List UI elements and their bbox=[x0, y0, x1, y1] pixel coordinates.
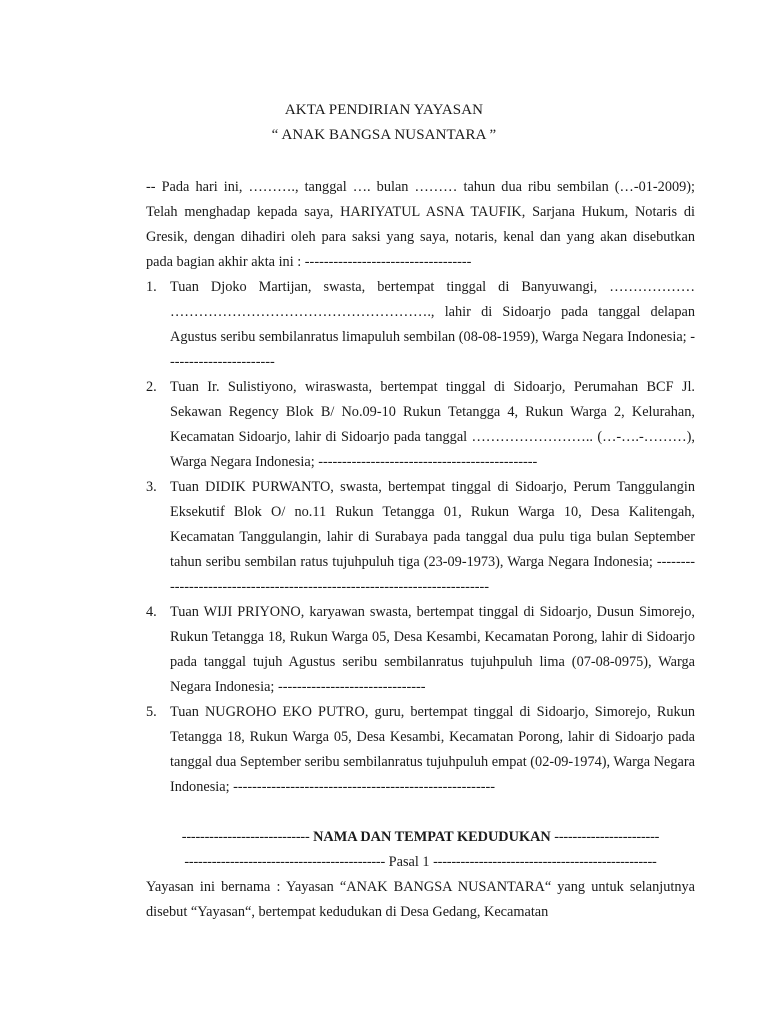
article-1-paragraph: Yayasan ini bernama : Yayasan “ANAK BANGSA NUSANTARA“ yang untuk selanjutnya disebut “Yayasan“, bertempat kedudukan di Desa Gedang, Kecamatan bbox=[146, 879, 695, 920]
party-number: 4. bbox=[146, 604, 157, 620]
section-title: NAMA DAN TEMPAT KEDUDUKAN bbox=[313, 829, 551, 845]
foundation-name-title: “ ANAK BANGSA NUSANTARA ” bbox=[271, 127, 497, 143]
article-prefix-dashes: -------------------------------------------- bbox=[184, 854, 386, 870]
party-number: 5. bbox=[146, 704, 157, 720]
party-number: 2. bbox=[146, 379, 157, 395]
party-text: Tuan Djoko Martijan, swasta, bertempat tinggal di Banyuwangi, ……………… ………………………………………………., lahir di Sidoarjo pada tanggal delapan Agustus seribu sembilanratus limapuluh sembilan (08-08-1959), Warga Negara Indonesia; ----------------------- bbox=[170, 279, 695, 370]
party-text: Tuan WIJI PRIYONO, karyawan swasta, bertempat tinggal di Sidoarjo, Dusun Simorejo, Rukun Tetangga 18, Rukun Warga 05, Desa Kesambi, Kecamatan Porong, lahir di Sidoarjo pada tanggal tujuh Agustus seribu sembilanratus tujuhpuluh lima (07-08-0975), Warga Negara Indonesia; ------------------------------- bbox=[170, 604, 695, 695]
party-text: Tuan Ir. Sulistiyono, wiraswasta, bertempat tinggal di Sidoarjo, Perumahan BCF Jl. Sekawan Regency Blok B/ No.09-10 Rukun Tetangga 4, Rukun Warga 2, Kelurahan, Kecamatan Sidoarjo, lahir di Sidoarjo pada tanggal …………………….. (…-….-………), Warga Negara Indonesia; ---------------------------------------------- bbox=[170, 379, 695, 470]
party-text: Tuan NUGROHO EKO PUTRO, guru, bertempat tinggal di Sidoarjo, Simorejo, Rukun Tetangga 18, Rukun Warga 05, Desa Kesambi, Kecamatan Porong, lahir di Sidoarjo pada tanggal dua September seribu sembilanratus tujuhpuluh empat (02-09-1974), Warga Negara Indonesia; ------------------------------------------------------- bbox=[170, 704, 695, 795]
party-number: 3. bbox=[146, 479, 157, 495]
opening-paragraph: -- Pada hari ini, ………., tanggal …. bulan ……… tahun dua ribu sembilan (…-01-2009); Telah menghadap kepada saya, HARIYATUL ASNA TAUFIK, Sarjana Hukum, Notaris di Gresik, dengan dihadiri oleh para saksi yang saya, notaris, kenal dan yang akan disebutkan pada bagian akhir akta ini : ----------------------------------- bbox=[146, 179, 695, 270]
section-heading bbox=[146, 825, 695, 850]
article-heading bbox=[146, 850, 695, 875]
article-label: Pasal 1 bbox=[388, 854, 430, 870]
party-number: 1. bbox=[146, 279, 157, 295]
party-item bbox=[146, 375, 695, 475]
article-suffix-dashes: ------------------------------------------------- bbox=[433, 854, 657, 870]
party-item bbox=[146, 275, 695, 375]
party-item bbox=[146, 475, 695, 600]
party-item bbox=[146, 600, 695, 700]
document-title: AKTA PENDIRIAN YAYASAN bbox=[284, 102, 484, 118]
party-text: Tuan DIDIK PURWANTO, swasta, bertempat tinggal di Sidoarjo, Perum Tanggulangin Eksekutif Blok O/ no.11 Rukun Tetangga 01, Rukun Warga 10, Desa Kalitengah, Kecamatan Tanggulangin, lahir di Surabaya pada tanggal dua pulu tiga bulan September tahun seribu sembilan ratus tujuhpuluh tiga (23-09-1973), Warga Negara Indonesia; --------------------------------------------------------------------------- bbox=[170, 479, 695, 595]
section-suffix-dashes: ----------------------- bbox=[554, 829, 660, 845]
parties-list bbox=[146, 275, 695, 800]
section-prefix-dashes: ---------------------------- bbox=[181, 829, 310, 845]
document-body bbox=[146, 175, 695, 925]
party-item bbox=[146, 700, 695, 800]
